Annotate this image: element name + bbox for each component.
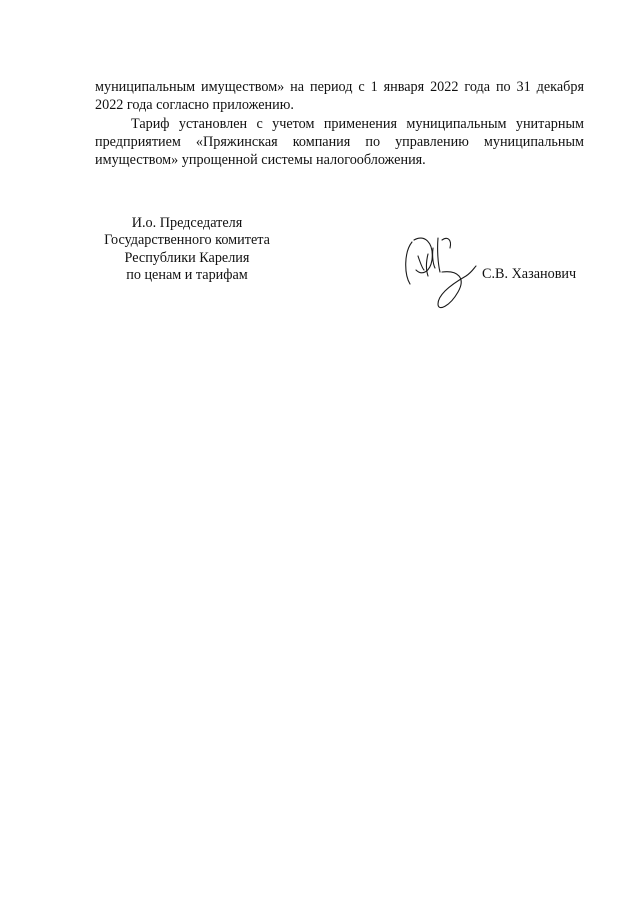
document-body (95, 78, 584, 169)
signatory-line-3: Республики Карелия (124, 249, 250, 266)
handwritten-signature (398, 230, 478, 314)
paragraph-tariff-period: муниципальным имуществом» на период с 1 января 2022 года по 31 декабря 2022 года согласно приложению. (95, 79, 584, 114)
paragraph-tax-system: Тариф установлен с учетом применения муниципальным унитарным предприятием «Пряжинская компания по управлению муниципальным имуществом» упрощенной системы налогообложения. (95, 115, 584, 169)
signatory-position (97, 215, 277, 285)
signer-name: С.В. Хазанович (482, 266, 577, 282)
signatory-line-1: И.о. Председателя (131, 215, 243, 231)
signatory-line-4: по ценам и тарифам (126, 267, 248, 284)
signatory-line-2: Государственного комитета (104, 232, 270, 249)
